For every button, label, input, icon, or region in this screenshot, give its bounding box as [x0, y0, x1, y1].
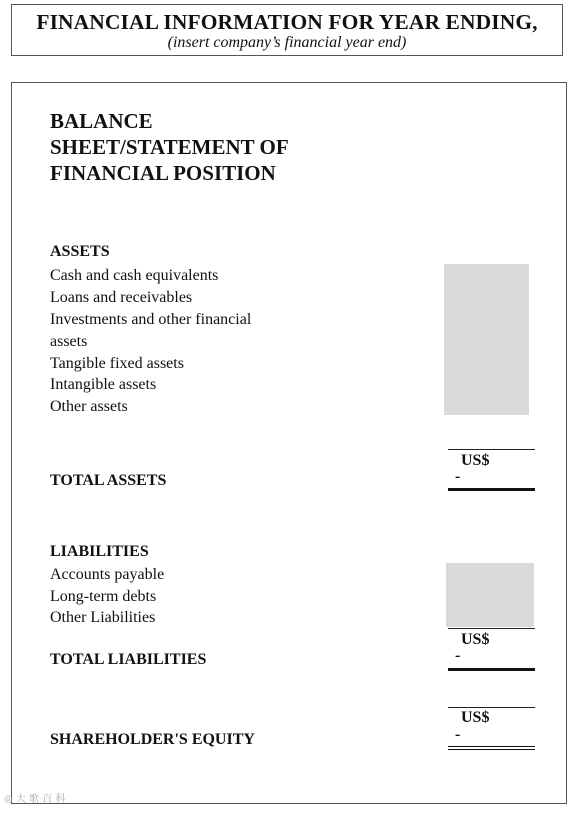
- section-title: BALANCE SHEET/STATEMENT OF FINANCIAL POSITION: [50, 109, 288, 185]
- equity-double-underline: [448, 746, 535, 750]
- asset-item-loans: Loans and receivables: [50, 289, 193, 306]
- header-title: FINANCIAL INFORMATION FOR YEAR ENDING,: [36, 10, 538, 34]
- asset-item-cash: Cash and cash equivalents: [50, 267, 219, 284]
- asset-item-tangible: Tangible fixed assets: [50, 355, 184, 372]
- liabilities-input-area[interactable]: [446, 563, 534, 627]
- header-box: [11, 4, 563, 56]
- assets-input-area[interactable]: [444, 264, 529, 415]
- liability-item-debts: Long-term debts: [50, 588, 157, 605]
- total-assets-label: TOTAL ASSETS: [50, 472, 167, 489]
- equity-top-rule: [448, 707, 535, 708]
- header-subtitle: (insert company’s financial year end): [167, 34, 407, 51]
- liability-item-other: Other Liabilities: [50, 609, 156, 626]
- balance-sheet-panel: [11, 82, 567, 804]
- equity-value: -: [455, 726, 461, 743]
- assets-heading: ASSETS: [50, 243, 110, 260]
- liabilities-currency: US$: [461, 631, 490, 648]
- liabilities-total-top-rule: [448, 628, 535, 629]
- assets-total-top-rule: [448, 449, 535, 450]
- equity-label: SHAREHOLDER'S EQUITY: [50, 731, 255, 748]
- liabilities-total-underline: [448, 668, 535, 671]
- asset-item-other: Other assets: [50, 398, 128, 415]
- liabilities-heading: LIABILITIES: [50, 543, 149, 560]
- total-liabilities-label: TOTAL LIABILITIES: [50, 651, 207, 668]
- assets-total-underline: [448, 488, 535, 491]
- asset-item-intangible: Intangible assets: [50, 376, 157, 393]
- equity-currency: US$: [461, 709, 490, 726]
- total-liabilities-value: -: [455, 647, 461, 664]
- watermark-logo: ◎ 大 歌 百 科: [4, 794, 66, 805]
- total-assets-value: -: [455, 468, 461, 485]
- asset-item-investments: Investments and other financial assets: [50, 311, 252, 350]
- assets-currency: US$: [461, 452, 490, 469]
- liability-item-payable: Accounts payable: [50, 566, 165, 583]
